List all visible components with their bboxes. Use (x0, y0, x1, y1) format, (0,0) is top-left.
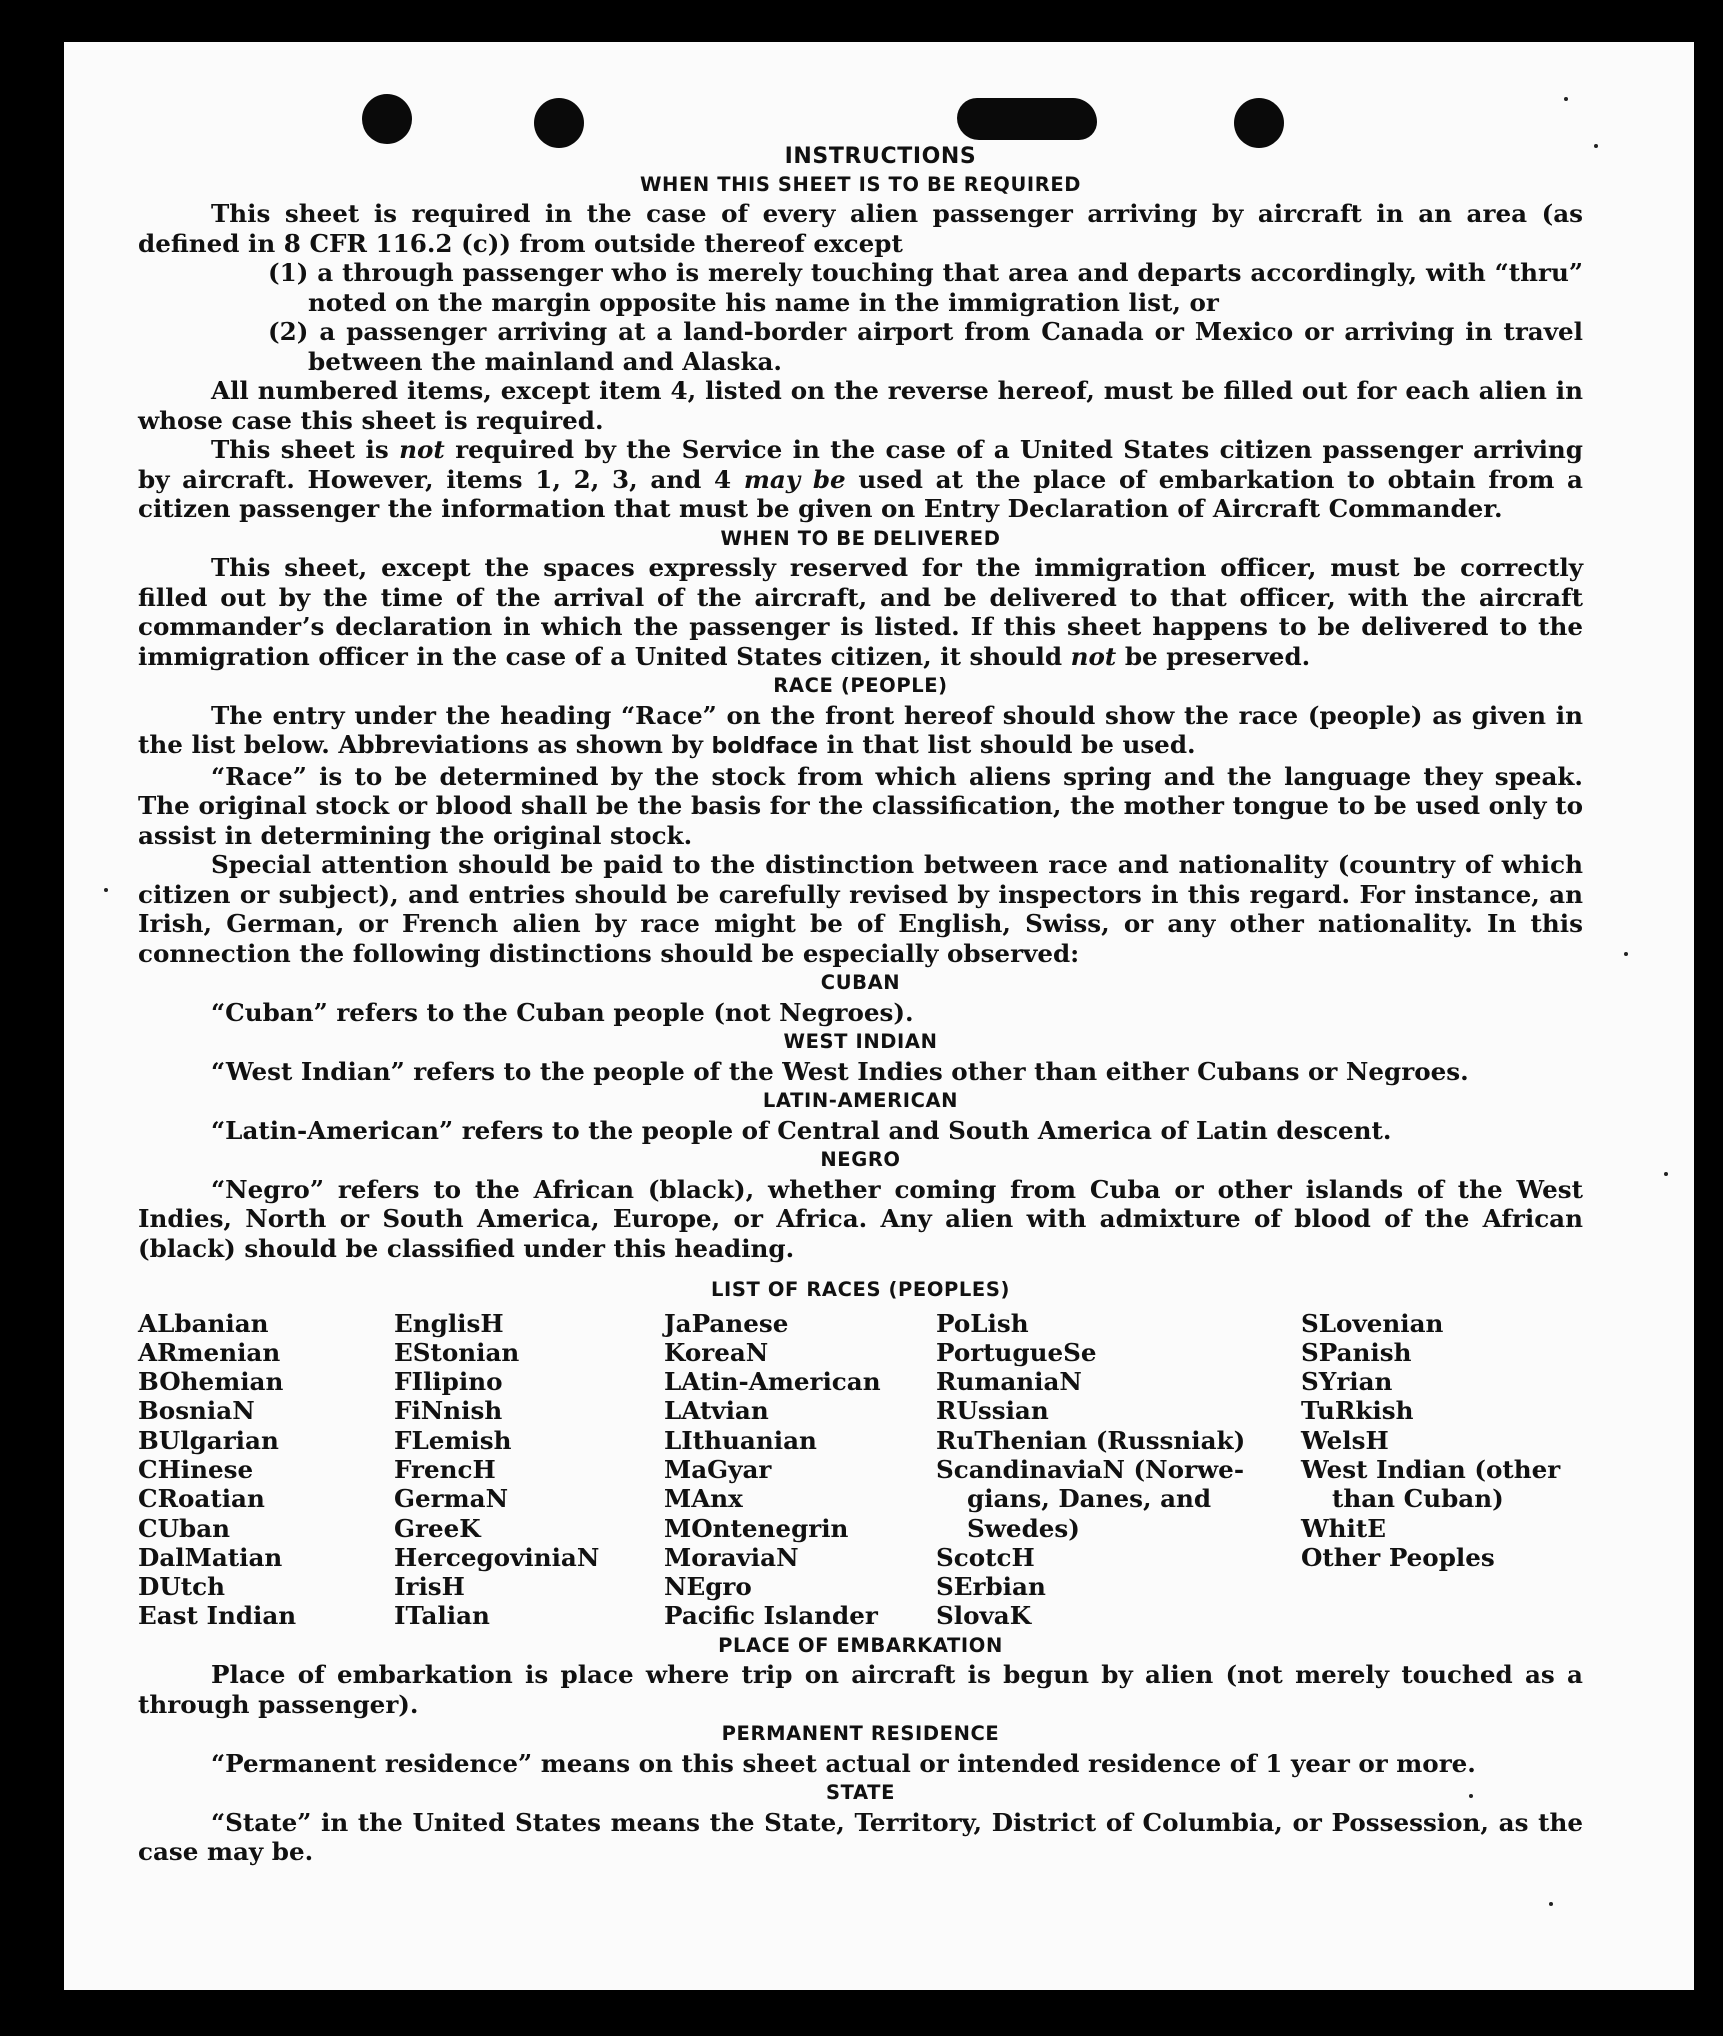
delivered-not-emphasis: not (1070, 641, 1117, 671)
document-sheet (64, 42, 1694, 1990)
race-item: BUlgarian (138, 1425, 279, 1455)
race-column-4 (936, 1309, 1301, 1631)
exception-item-1: (1) a through passenger who is merely touching that area and departs accordingly, with “thru” noted on the margin opposite his name in the immigration list, or (268, 258, 1583, 317)
heading-race: RACE (PEOPLE) (773, 674, 948, 697)
race-item: East Indian (138, 1601, 297, 1631)
heading-cuban: CUBAN (820, 971, 901, 994)
race-p1-text-a: The entry under the heading “Race” on the front hereof should show the race (people) as given in the list below. Abbreviations as shown by (138, 700, 1583, 759)
race-paragraph-3: Special attention should be paid to the distinction between race and nationality (country of which citizen or subject), and entries should be carefully revised by inspectors in this regard. For instance, an Irish, German, or French alien by race might be of English, Swiss, or any other nationality. In this connection the following distinctions should be especially observed: (138, 850, 1583, 968)
race-item: JaPanese (664, 1308, 789, 1338)
heading-when-required: WHEN THIS SHEET IS TO BE REQUIRED (639, 172, 1082, 196)
delivered-text-b: be preserved. (1116, 641, 1311, 671)
boldface-word: boldface (711, 734, 819, 759)
citizen-text-a: This sheet is (211, 435, 400, 464)
race-item: LAtin-American (664, 1367, 881, 1397)
numbered-items-paragraph: All numbered items, except item 4, listed on the reverse hereof, must be filled out for each alien in whose case this sheet is required. (138, 376, 1583, 435)
residence-definition: “Permanent residence” means on this sheet actual or intended residence of 1 year or more. (211, 1748, 1476, 1778)
negro-definition: “Negro” refers to the African (black), whether coming from Cuba or other islands of the West Indies, North or South America, Europe, or Africa. Any alien with admixture of blood of the African (black) should be classified under this heading. (138, 1174, 1583, 1263)
race-item: ALbanian (138, 1308, 269, 1338)
heading-state: STATE (825, 1781, 896, 1805)
race-column-2 (394, 1309, 664, 1631)
race-column-3 (664, 1309, 936, 1631)
race-item: RumaniaN (936, 1367, 1082, 1397)
race-item: WelsH (1301, 1425, 1389, 1455)
race-item: MaGyar (664, 1454, 772, 1484)
race-item: ScotcH (936, 1542, 1035, 1572)
race-item: HercegovinіaN (394, 1542, 600, 1572)
race-item: KoreaN (664, 1337, 769, 1367)
speck (1549, 1902, 1553, 1906)
race-item: DUtch (138, 1572, 225, 1602)
race-item: ScandinaviaN (Norwe- (936, 1454, 1245, 1484)
race-item: Other Peoples (1301, 1542, 1495, 1572)
race-paragraph-2: “Race” is to be determined by the stock from which aliens spring and the language they speak. The original stock or blood shall be the basis for the classification, the mother tongue to be used only to assist in determining the original stock. (138, 761, 1583, 850)
race-item: FrencH (394, 1454, 496, 1484)
race-item: BosniaN (138, 1396, 255, 1426)
speck (1664, 1172, 1668, 1176)
west-indian-definition: “West Indian” refers to the people of the West Indies other than either Cubans or Negroes. (211, 1056, 1469, 1086)
instructions-content (138, 112, 1583, 1867)
race-item: CRoatian (138, 1484, 265, 1514)
citizen-text-c: used at the place of embarkation to obtain from a citizen passenger the information that must be given on Entry Declaration of Aircraft Commander. (138, 464, 1583, 523)
race-item: FIlipino (394, 1367, 503, 1397)
race-item-continued: than Cuban) (1332, 1484, 1504, 1514)
race-item: SLovenian (1301, 1308, 1444, 1338)
heading-when-delivered: WHEN TO BE DELIVERED (720, 526, 1001, 550)
race-item: TuRkish (1301, 1396, 1414, 1426)
race-p1-text-b: in that list should be used. (818, 730, 1196, 759)
citizen-paragraph (138, 435, 1583, 524)
race-item: SlovaK (936, 1601, 1032, 1631)
race-item: CHinese (138, 1454, 254, 1484)
race-item: GermaN (394, 1484, 509, 1514)
heading-latin-american: LATIN-AMERICAN (762, 1089, 959, 1112)
race-item: LIthuanian (664, 1425, 817, 1455)
race-item: EStonian (394, 1337, 520, 1367)
race-item: WhitE (1301, 1513, 1386, 1543)
race-item: DalMatian (138, 1542, 283, 1572)
state-definition: “State” in the United States means the State, Territory, District of Columbia, or Possession, as the case may be. (138, 1807, 1583, 1867)
race-item: SYrian (1301, 1367, 1393, 1397)
race-item: LAtvian (664, 1396, 769, 1426)
citizen-may-be-emphasis: may be (743, 464, 846, 494)
heading-west-indian: WEST INDIAN (783, 1030, 938, 1053)
embarkation-definition: Place of embarkation is place where trip on aircraft is begun by alien (not merely touched as a through passenger). (138, 1660, 1583, 1719)
race-item: Pacific Islander (664, 1601, 878, 1631)
race-item-continued: Swedes) (967, 1513, 1080, 1543)
race-item: BOhemian (138, 1367, 284, 1397)
race-item: PortugueSe (936, 1337, 1097, 1367)
cuban-definition: “Cuban” refers to the Cuban people (not Negroes). (211, 997, 914, 1027)
race-item: ITalian (394, 1601, 490, 1631)
required-intro: This sheet is required in the case of every alien passenger arriving by aircraft in an area (as defined in 8 CFR 116.2 (c)) from outside thereof except (138, 199, 1583, 258)
race-item: FiNnish (394, 1396, 503, 1426)
race-item: FLemish (394, 1425, 512, 1455)
race-item: MoraviaN (664, 1542, 799, 1572)
speck (1564, 97, 1568, 101)
delivered-text-a: This sheet, except the spaces expressly reserved for the immigration officer, must be correctly filled out by the time of the arrival of the aircraft, and be delivered to that officer, with the aircraft commander’s declaration in which the passenger is listed. If this sheet happens to be delivered to the immigration officer in the case of a United States citizen, it should (138, 553, 1583, 671)
heading-negro: NEGRO (820, 1148, 901, 1171)
race-item: NEgro (664, 1572, 752, 1602)
heading-place-of-embarkation: PLACE OF EMBARKATION (718, 1633, 1003, 1657)
race-item: GreeK (394, 1513, 481, 1543)
citizen-not-emphasis: not (399, 435, 445, 464)
race-paragraph-1 (138, 701, 1583, 762)
race-item: West Indian (other (1301, 1454, 1561, 1484)
race-list (138, 1309, 1583, 1631)
race-item: IrisH (394, 1572, 465, 1602)
page-title: INSTRUCTIONS (784, 144, 977, 169)
race-item: MAnx (664, 1484, 743, 1514)
speck (1624, 952, 1628, 956)
race-item: PoLish (936, 1308, 1029, 1338)
race-item: SErbian (936, 1572, 1046, 1602)
delivered-paragraph (138, 553, 1583, 671)
race-item: ARmenian (138, 1337, 281, 1367)
heading-list-of-races: LIST OF RACES (PEOPLES) (711, 1278, 1010, 1301)
race-item-continued: gians, Danes, and (967, 1484, 1212, 1514)
latin-american-definition: “Latin-American” refers to the people of Central and South America of Latin descent. (211, 1115, 1392, 1145)
race-item: SPanish (1301, 1337, 1412, 1367)
race-item: CUban (138, 1513, 231, 1543)
speck (1594, 144, 1598, 148)
race-column-1 (138, 1309, 394, 1631)
race-item: RUssian (936, 1396, 1049, 1426)
race-item: MOntenegrin (664, 1513, 849, 1543)
speck (104, 888, 108, 892)
citizen-text-b: required by the Service in the case of a United States citizen passenger arriving by aircraft. However, items 1, 2, 3, and 4 (138, 435, 1583, 494)
exception-item-2: (2) a passenger arriving at a land-border airport from Canada or Mexico or arriving in travel between the mainland and Alaska. (268, 317, 1583, 376)
race-column-5 (1301, 1309, 1583, 1631)
heading-permanent-residence: PERMANENT RESIDENCE (721, 1722, 1000, 1746)
race-item: RuThenian (Russniak) (936, 1425, 1246, 1455)
race-item: EnglisH (394, 1308, 504, 1338)
